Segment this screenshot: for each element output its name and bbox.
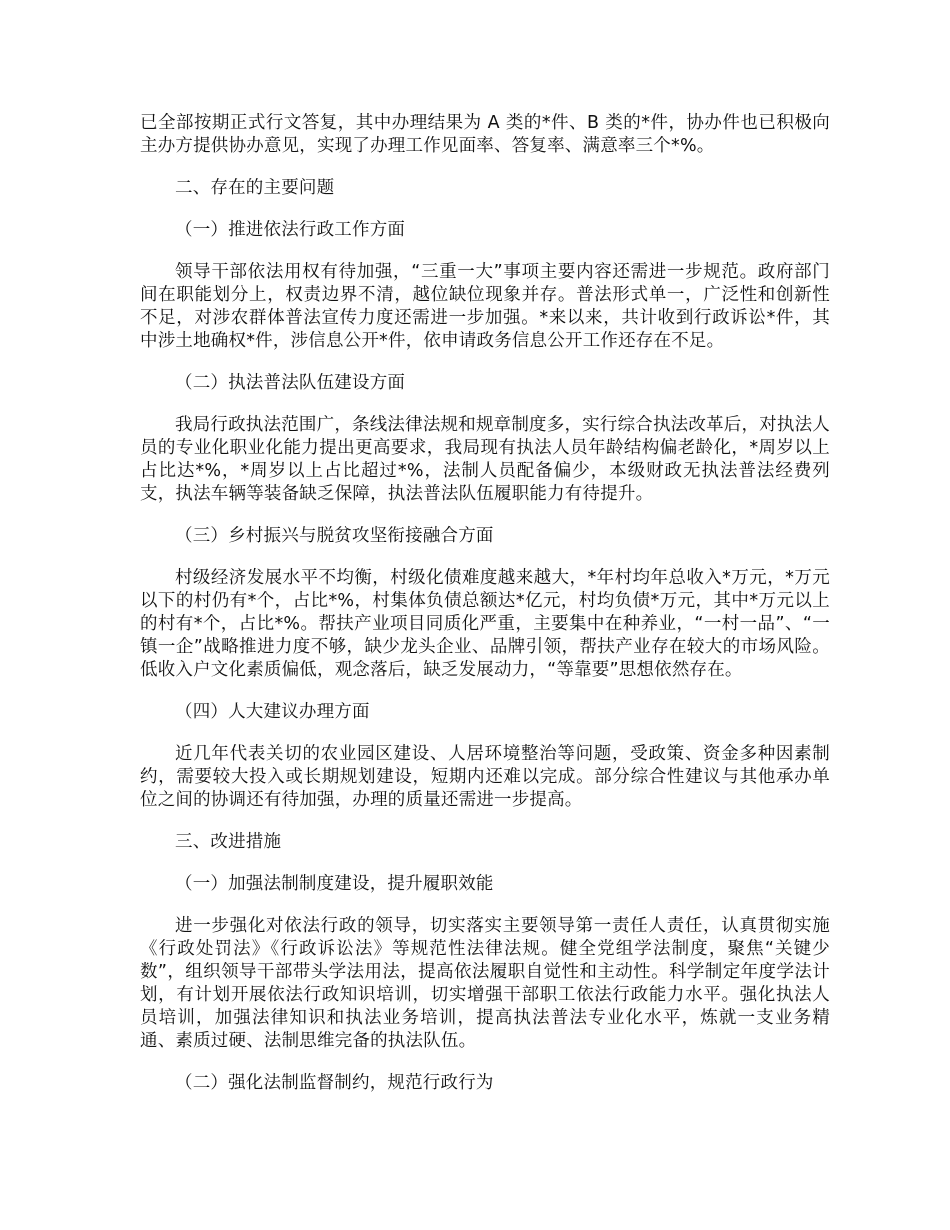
paragraph-2-4: 近几年代表关切的农业园区建设、人居环境整治等问题，受政策、资金多种因素制约，需要较大投入或长期规划建设，短期内还难以完成。部分综合性建议与其他承办单位之间的协调还有待加强，办理的质量还需进一步提高。: [140, 744, 830, 810]
subsection-heading-2-3: （三）乡村振兴与脱贫攻坚衔接融合方面: [175, 526, 494, 546]
subsection-heading-3-1: （一）加强法制制度建设，提升履职效能: [175, 874, 494, 894]
subsection-heading-3-2: （二）强化法制监督制约，规范行政行为: [175, 1073, 494, 1093]
subsection-heading-2-4: （四）人大建议办理方面: [175, 702, 370, 722]
subsection-heading-2-2: （二）执法普法队伍建设方面: [175, 373, 406, 393]
section-heading-3: 三、改进措施: [175, 832, 282, 852]
document-page: [140, 112, 830, 1095]
paragraph-3-1: 进一步强化对依法行政的领导，切实落实主要领导第一责任人责任，认真贯彻实施《行政处罚法》《行政诉讼法》等规范性法律法规。健全党组学法制度，聚焦“关键少数”，组织领导干部带头学法用法，提高依法履职自觉性和主动性。科学制定年度学法计划，有计划开展依法行政知识培训，切实增强干部职工依法行政能力水平。强化执法人员培训，加强法律知识和执法业务培训，提高执法普法专业化水平，炼就一支业务精通、素质过硬、法制思维完备的执法队伍。: [140, 916, 830, 1051]
paragraph-1: 已全部按期正式行文答复，其中办理结果为 A 类的*件、B 类的*件，协办件也已积极向主办方提供协办意见，实现了办理工作见面率、答复率、满意率三个*%。: [140, 113, 830, 156]
paragraph-2-1: 领导干部依法用权有待加强，“三重一大”事项主要内容还需进一步规范。政府部门间在职能划分上，权责边界不清，越位缺位现象并存。普法形式单一，广泛性和创新性不足，对涉农群体普法宣传力度还需进一步加强。*来以来，共计收到行政诉讼*件，其中涉土地确权*件，涉信息公开*件，依申请政务信息公开工作还存在不足。: [140, 262, 830, 351]
section-heading-2: 二、存在的主要问题: [175, 178, 335, 198]
subsection-heading-2-1: （一）推进依法行政工作方面: [175, 220, 406, 240]
paragraph-2-3: 村级经济发展水平不均衡，村级化债难度越来越大，*年村均年总收入*万元，*万元以下的村仍有*个，占比*%，村集体负债总额达*亿元，村均负债*万元，其中*万元以上的村有*个，占比*%。帮扶产业项目同质化严重，主要集中在种养业，“一村一品”、“一镇一企”战略推进力度不够，缺少龙头企业、品牌引领，帮扶产业存在较大的市场风险。低收入户文化素质偏低，观念落后，缺乏发展动力，“等靠要”思想依然存在。: [140, 568, 830, 680]
paragraph-2-2: 我局行政执法范围广，条线法律法规和规章制度多，实行综合执法改革后，对执法人员的专业化职业化能力提出更高要求，我局现有执法人员年龄结构偏老龄化，*周岁以上占比达*%，*周岁以上占比超过*%，法制人员配备偏少，本级财政无执法普法经费列支，执法车辆等装备缺乏保障，执法普法队伍履职能力有待提升。: [140, 415, 830, 504]
